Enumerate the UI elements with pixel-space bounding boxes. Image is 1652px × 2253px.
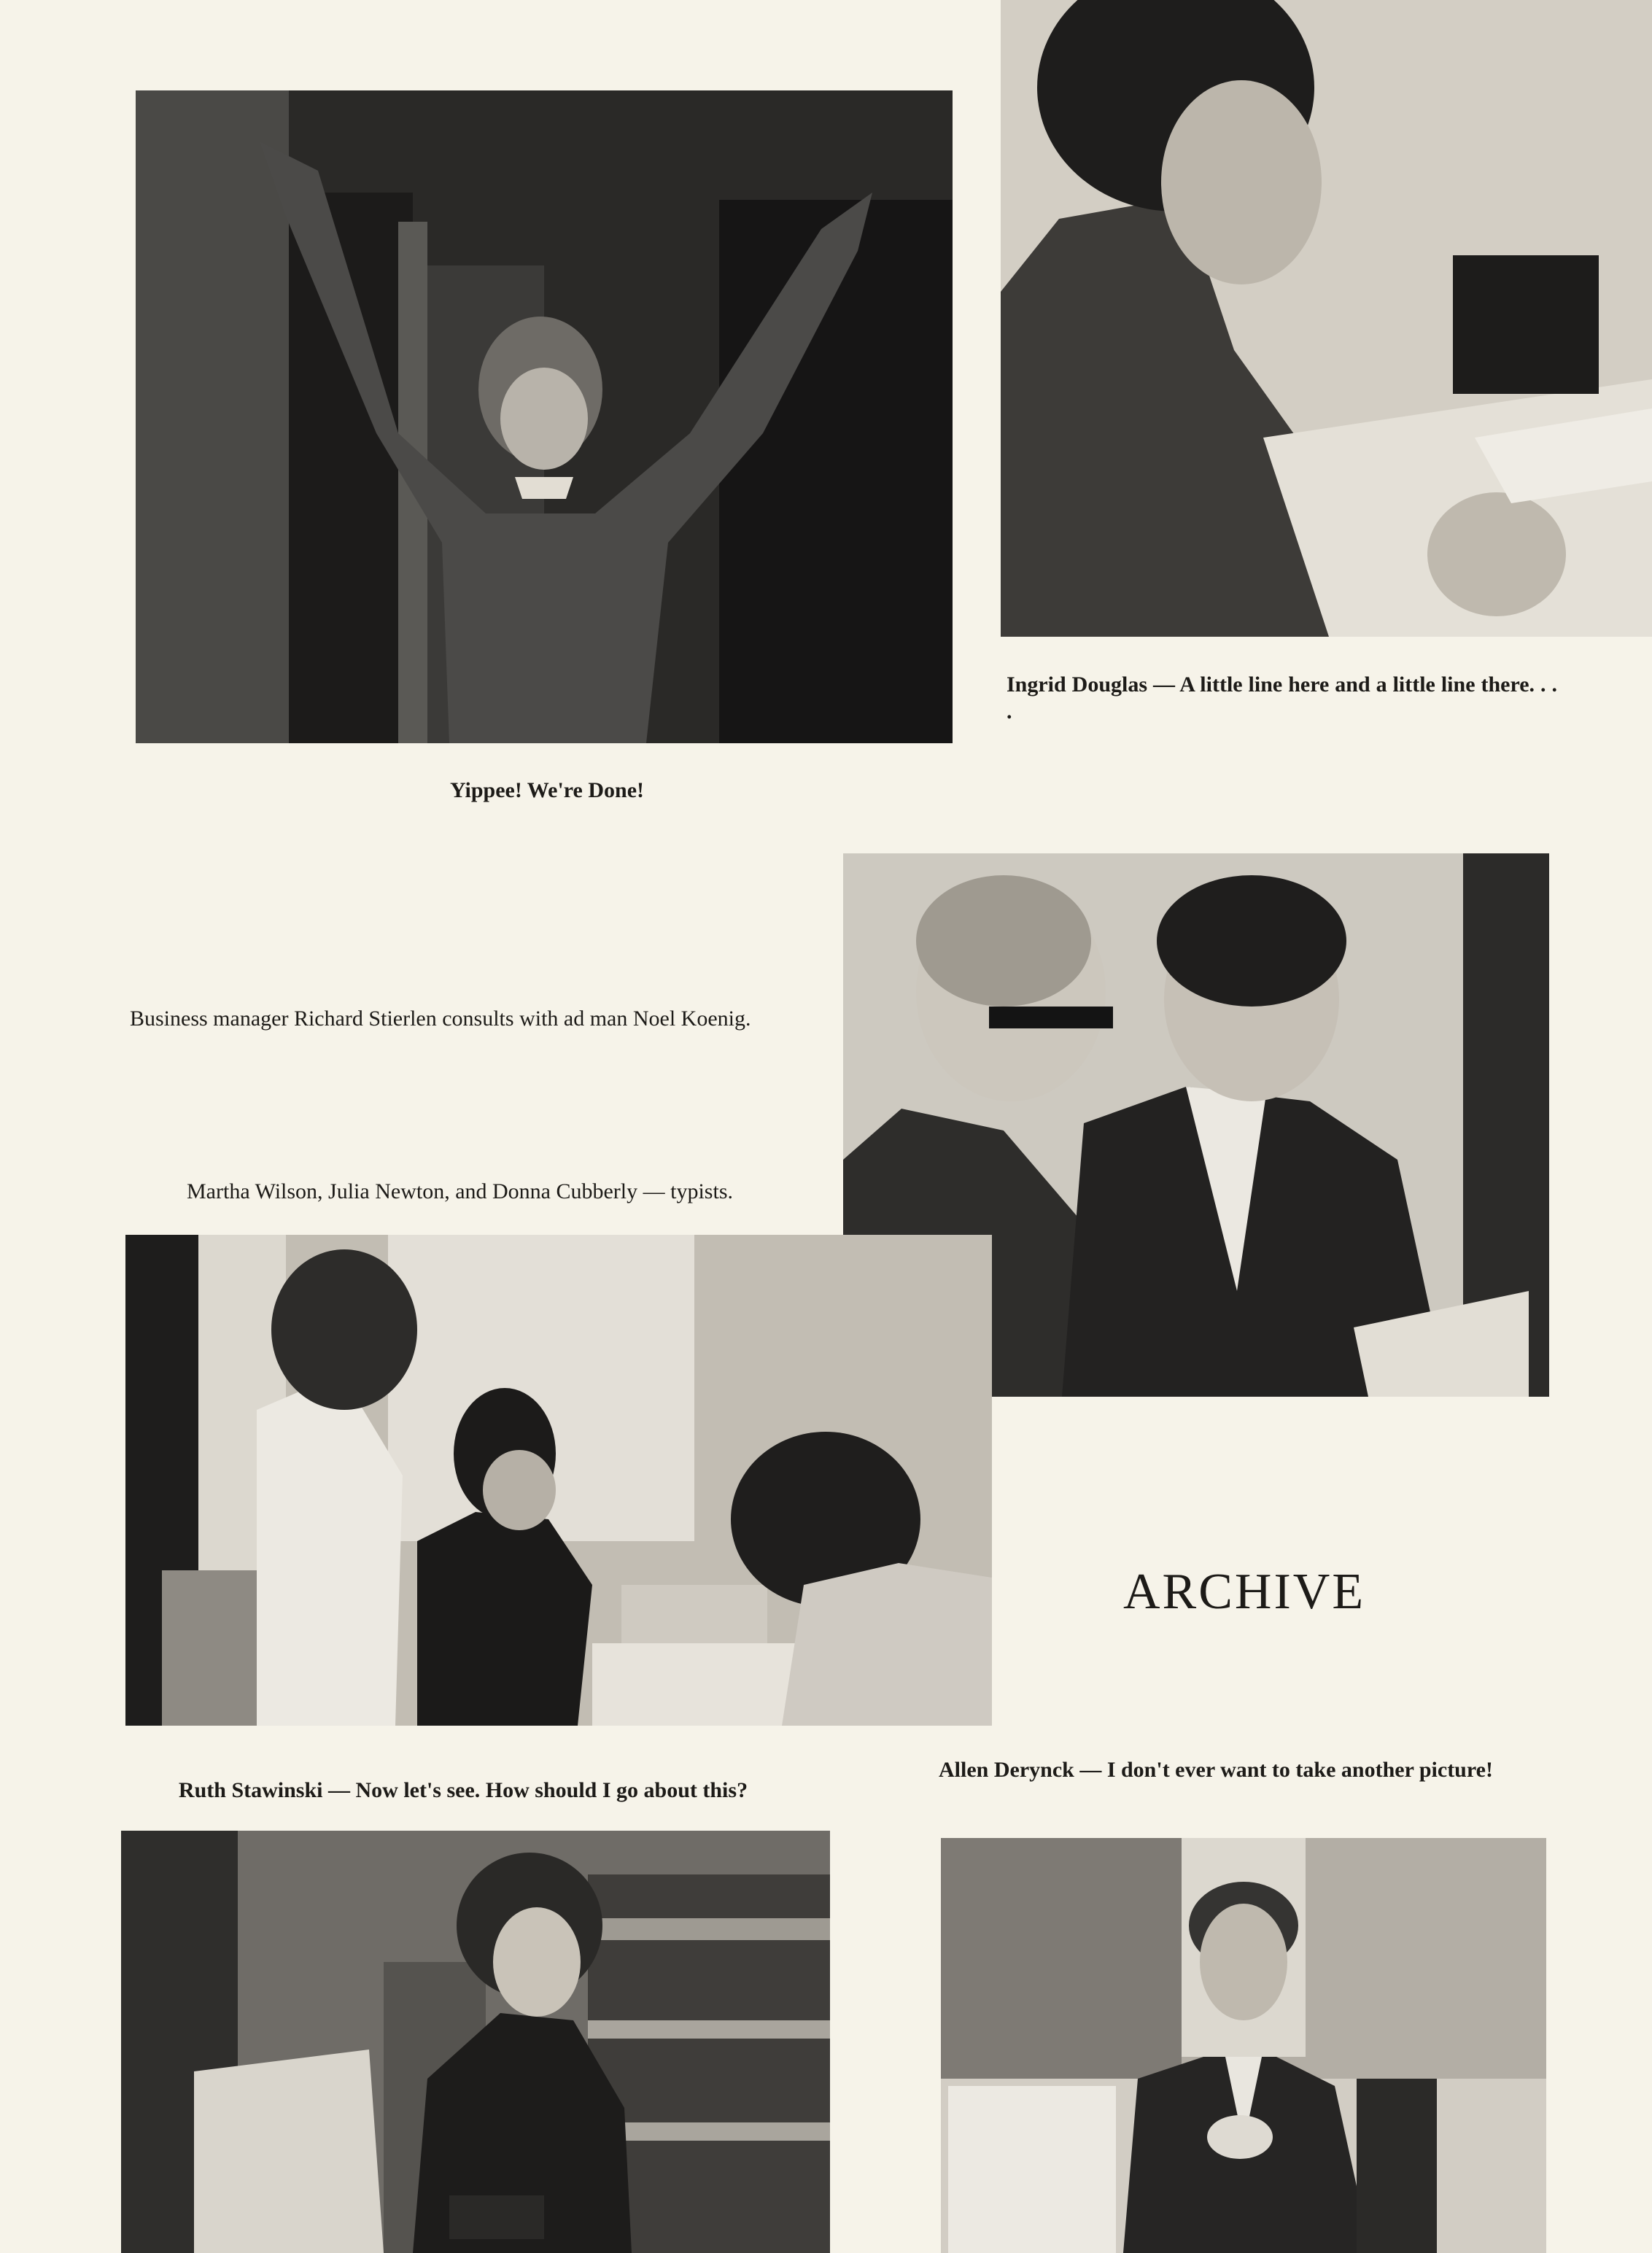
photo-yippee [136,90,953,743]
photo-typists-image [125,1235,992,1726]
photo-allen-image [941,1838,1546,2253]
caption-business: Business manager Richard Stierlen consults with ad man Noel Koenig. [130,1007,751,1031]
caption-yippee: Yippee! We're Done! [449,778,645,802]
page-title: ARCHIVE [1123,1564,1366,1620]
caption-ruth: Ruth Stawinski — Now let's see. How should I go about this? [178,1778,748,1802]
photo-allen [941,1838,1546,2253]
caption-typists: Martha Wilson, Julia Newton, and Donna Cubberly — typists. [187,1179,733,1203]
caption-ingrid: Ingrid Douglas — A little line here and a little line there. . . . [1007,672,1557,724]
caption-allen: Allen Derynck — I don't ever want to take another picture! [939,1758,1493,1782]
photo-ruth [121,1831,830,2253]
photo-ingrid [1001,0,1652,637]
photo-yippee-image [136,90,953,743]
photo-typists [125,1235,992,1726]
photo-ruth-image [121,1831,830,2253]
photo-ingrid-image [1001,0,1652,637]
